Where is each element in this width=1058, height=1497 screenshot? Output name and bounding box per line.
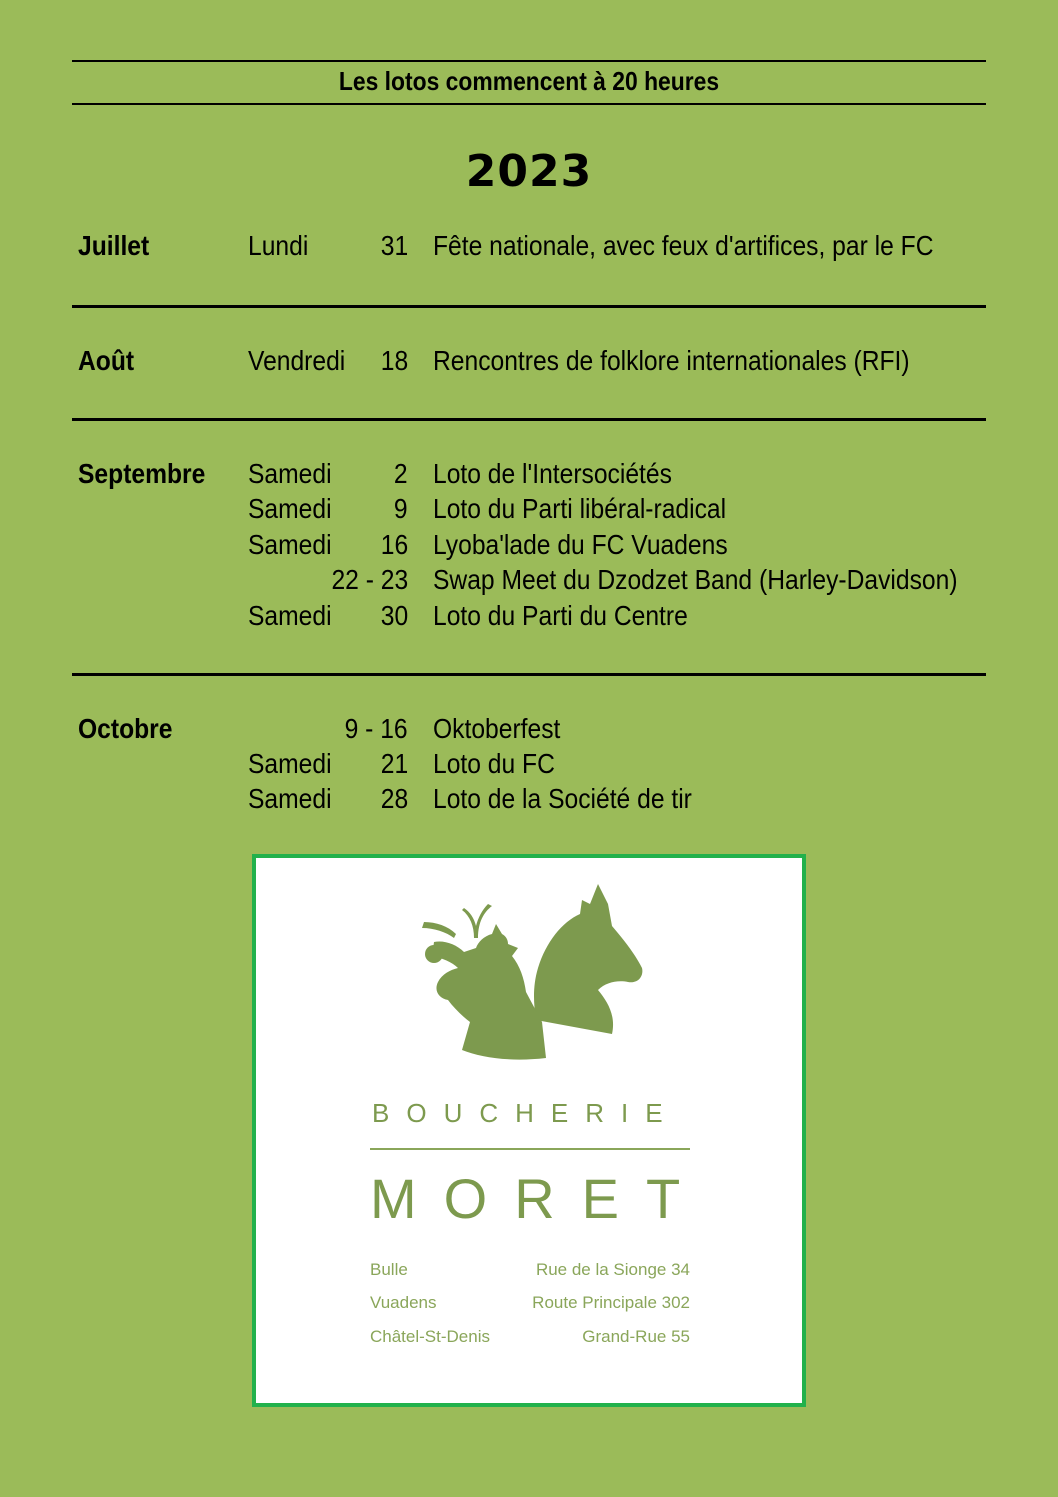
event-day: Lundi	[248, 230, 309, 261]
event-title: Fête nationale, avec feux d'artifices, par le FC	[433, 230, 934, 261]
location-street: Route Principale 302	[532, 1293, 690, 1312]
section-divider	[72, 305, 986, 308]
event-date: 18	[380, 345, 408, 376]
section-divider	[72, 418, 986, 421]
cow-horse-logo-icon	[422, 882, 652, 1072]
location-city: Châtel-St-Denis	[370, 1327, 490, 1346]
location-street: Grand-Rue 55	[582, 1327, 690, 1346]
event-title: Lyoba'lade du FC Vuadens	[433, 529, 728, 560]
header-top-rule	[72, 60, 986, 62]
event-day: Samedi	[248, 458, 332, 489]
month-label: Septembre	[78, 458, 206, 489]
month-label: Juillet	[78, 230, 150, 261]
event-title: Loto de l'Intersociétés	[433, 458, 672, 489]
event-row	[0, 230, 1058, 265]
boucherie-ad	[252, 854, 806, 1407]
event-day: Samedi	[248, 529, 332, 560]
event-title: Swap Meet du Dzodzet Band (Harley-Davidson)	[433, 564, 958, 595]
event-date: 16	[380, 529, 408, 560]
location-row	[370, 1327, 690, 1349]
event-date: 9	[394, 493, 408, 524]
location-street: Rue de la Sionge 34	[535, 1260, 690, 1279]
event-day: Samedi	[248, 493, 332, 524]
event-row	[0, 600, 1058, 635]
location-city: Bulle	[370, 1260, 408, 1279]
event-date: 2	[394, 458, 408, 489]
header-bottom-rule	[72, 103, 986, 105]
event-date: 21	[380, 748, 408, 779]
month-label: Août	[78, 345, 135, 376]
event-title: Loto du FC	[433, 748, 555, 779]
event-row	[0, 713, 1058, 748]
event-title: Rencontres de folklore internationales (RFI)	[433, 345, 910, 376]
event-row	[0, 564, 1058, 599]
header-note: Les lotos commencent à 20 heures	[338, 66, 720, 96]
event-date: 31	[380, 230, 408, 261]
location-city: Vuadens	[370, 1293, 437, 1312]
event-title: Loto du Parti du Centre	[433, 600, 688, 631]
brand-divider	[370, 1148, 690, 1150]
month-label: Octobre	[78, 713, 173, 744]
event-date: 22 - 23	[331, 564, 408, 595]
event-row	[0, 345, 1058, 380]
event-day: Samedi	[248, 748, 332, 779]
event-day: Samedi	[248, 600, 332, 631]
year-title: 2023	[465, 146, 593, 197]
location-row	[370, 1260, 690, 1282]
event-row	[0, 529, 1058, 564]
section-divider	[72, 673, 986, 676]
location-row	[370, 1293, 690, 1315]
event-title: Loto de la Société de tir	[433, 783, 692, 814]
brand-boucherie: BOUCHERIE	[372, 1098, 680, 1128]
event-title: Oktoberfest	[433, 713, 561, 744]
brand-moret: MORET	[370, 1167, 708, 1230]
event-day: Vendredi	[248, 345, 346, 376]
event-title: Loto du Parti libéral-radical	[433, 493, 727, 524]
event-row	[0, 458, 1058, 493]
event-date: 30	[380, 600, 408, 631]
event-row	[0, 783, 1058, 818]
event-date: 9 - 16	[344, 713, 408, 744]
event-day: Samedi	[248, 783, 332, 814]
event-row	[0, 748, 1058, 783]
event-row	[0, 493, 1058, 528]
event-date: 28	[380, 783, 408, 814]
